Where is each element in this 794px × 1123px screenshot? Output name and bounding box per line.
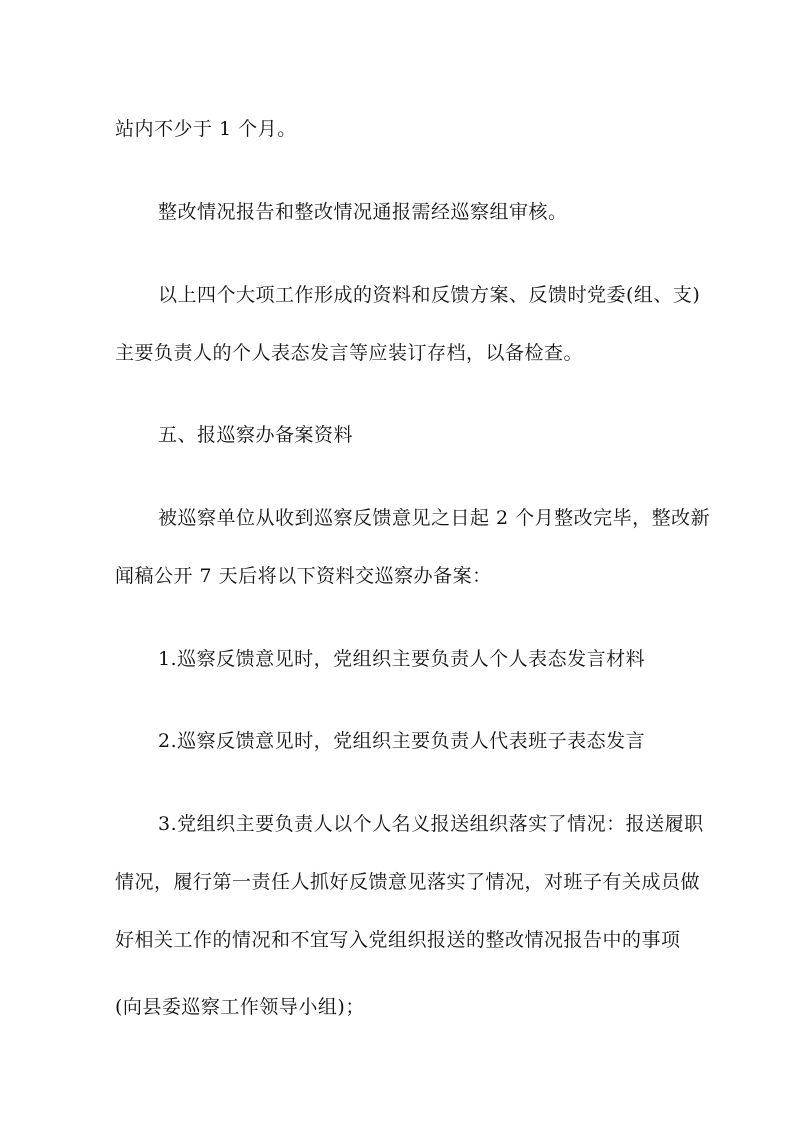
section-heading: 五、报巡察办备案资料 (158, 424, 354, 446)
paragraph-line-7: 闻稿公开 7 天后将以下资料交巡察办备案： (115, 565, 492, 587)
paragraph-line-2: 整改情况报告和整改情况通报需经巡察组审核。 (158, 201, 568, 223)
paragraph-line-1: 站内不少于 1 个月。 (115, 118, 297, 140)
list-item-3-line-2: 情况，履行第一责任人抓好反馈意见落实了情况，对班子有关成员做 (115, 871, 701, 893)
paragraph-line-4: 主要负责人的个人表态发言等应装订存档，以备检查。 (115, 342, 584, 364)
paragraph-line-6: 被巡察单位从收到巡察反馈意见之日起 2 个月整改完毕，整改新 (158, 507, 711, 529)
list-item-2: 2.巡察反馈意见时，党组织主要负责人代表班子表态发言 (158, 730, 646, 752)
list-item-3-line-4: (向县委巡察工作领导小组)； (115, 996, 365, 1018)
paragraph-line-3: 以上四个大项工作形成的资料和反馈方案、反馈时党委(组、支) (158, 284, 701, 306)
list-item-3-line-3: 好相关工作的情况和不宜写入党组织报送的整改情况报告中的事项 (115, 929, 681, 951)
list-item-3-line-1: 3.党组织主要负责人以个人名义报送组织落实了情况：报送履职 (158, 813, 704, 835)
list-item-1: 1.巡察反馈意见时，党组织主要负责人个人表态发言材料 (158, 648, 646, 670)
